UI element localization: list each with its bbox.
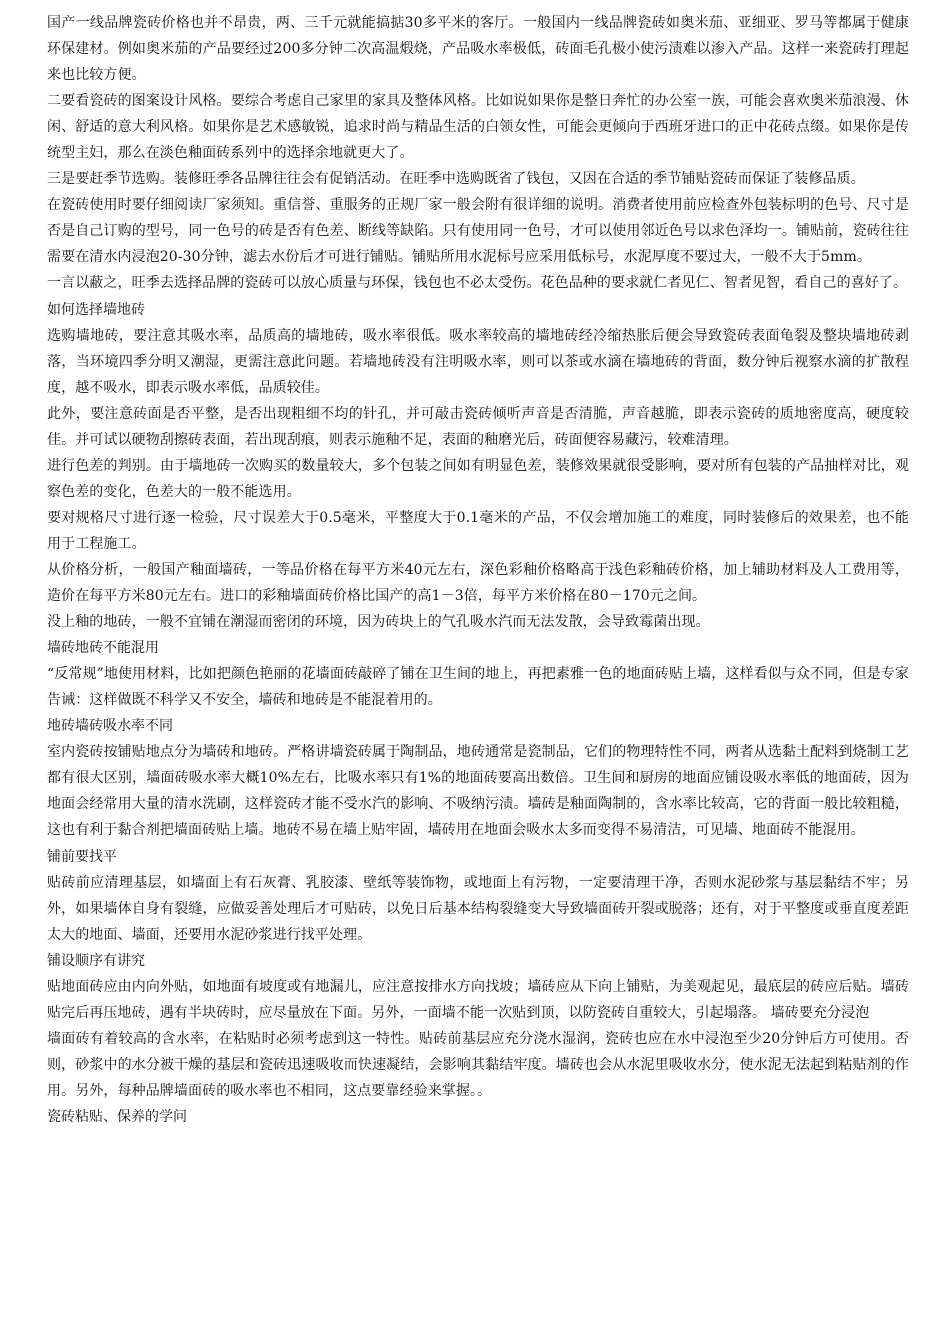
paragraph: 国产一线品牌瓷砖价格也并不昂贵，两、三千元就能搞掂30多平米的客厅。一般国内一线品牌瓷砖如奥米茄、亚细亚、罗马等都属于健康环保建材。例如奥米茄的产品要经过200多分钟二次高温煅烧，产品吸水率极低，砖面毛孔极小使污渍难以渗入产品。这样一来瓷砖打理起来也比较方便。 [47,15,909,84]
document-body [47,10,909,1130]
paragraph: 进行色差的判别。由于墙地砖一次购买的数量较大，多个包装之间如有明显色差，装修效果就很受影响，要对所有包装的产品抽样对比，观察色差的变化，色差大的一般不能选用。 [47,457,909,500]
paragraph: 贴地面砖应由内向外贴，如地面有坡度或有地漏儿，应注意按排水方向找坡；墙砖应从下向上铺贴，为美观起见，最底层的砖应后贴。墙砖贴完后再压地砖，遇有半块砖时，应尽量放在下面。另外，一面墙不能一次贴到顶，以防瓷砖自重较大，引起塌落。 墙砖要充分浸泡 [47,978,909,1021]
paragraph: 三是要赶季节选购。装修旺季各品牌往往会有促销活动。在旺季中选购既省了钱包，又因在合适的季节铺贴瓷砖而保证了装修品质。 [47,171,865,188]
section-heading: 铺前要找平 [47,848,117,865]
paragraph: 在瓷砖使用时要仔细阅读厂家须知。重信誉、重服务的正规厂家一般会附有很详细的说明。消费者使用前应检查外包装标明的色号、尺寸是否是自己订购的型号，同一色号的砖是否有色差、断线等缺陷。只有使用同一色号，才可以使用邻近色号以求色泽均一。铺贴前，瓷砖往往需要在清水内浸泡20-30分钟，滤去水份后才可进行铺贴。铺贴所用水泥标号应采用低标号，水泥厚度不要过大，一般不大于5mm。 [47,197,909,266]
section-heading: 墙砖地砖不能混用 [47,640,159,657]
paragraph: “反常规”地使用材料，比如把颜色艳丽的花墙面砖敲碎了铺在卫生间的地上，再把素雅一色的地面砖贴上墙，这样看似与众不同，但是专家告诫：这样做既不科学又不安全，墙砖和地砖是不能混着用的。 [47,666,909,709]
section-heading: 如何选择墙地砖 [47,301,145,318]
paragraph: 二要看瓷砖的图案设计风格。要综合考虑自己家里的家具及整体风格。比如说如果你是整日奔忙的办公室一族，可能会喜欢奥米茄浪漫、休闲、舒适的意大利风格。如果你是艺术感敏锐，追求时尚与精品生活的白领女性，可能会更倾向于西班牙进口的正中花砖点缀。如果你是传统型主妇，那么在淡色釉面砖系列中的选择余地就更大了。 [47,93,909,162]
paragraph: 选购墙地砖，要注意其吸水率，品质高的墙地砖，吸水率很低。吸水率较高的墙地砖经冷缩热胀后便会导致瓷砖表面龟裂及整块墙地砖剥落，当环境四季分明又潮湿，更需注意此问题。若墙地砖没有注明吸水率，则可以茶或水滴在墙地砖的背面，数分钟后视察水滴的扩散程度，越不吸水，即表示吸水率低，品质较佳。 [47,327,909,396]
paragraph: 贴砖前应清理基层，如墙面上有石灰膏、乳胶漆、壁纸等装饰物，或地面上有污物，一定要清理干净，否则水泥砂浆与基层黏结不牢；另外，如果墙体自身有裂缝，应做妥善处理后才可贴砖，以免日后基本结构裂缝变大导致墙面砖开裂或脱落；还有，对于平整度或垂直度差距太大的地面、墙面，还要用水泥砂浆进行找平处理。 [47,874,909,943]
paragraph: 要对规格尺寸进行逐一检验，尺寸误差大于0.5毫米，平整度大于0.1毫米的产品，不仅会增加施工的难度，同时装修后的效果差，也不能用于工程施工。 [47,509,909,552]
paragraph: 墙面砖有着较高的含水率，在粘贴时必须考虑到这一特性。贴砖前基层应充分浇水湿润，瓷砖也应在水中浸泡至少20分钟后方可使用。否则，砂浆中的水分被干燥的基层和瓷砖迅速吸收而快速凝结，会影响其黏结牢度。墙砖也会从水泥里吸收水分，使水泥无法起到粘贴剂的作用。另外，每种品牌墙面砖的吸水率也不相同，这点要靠经验来掌握。。 [47,1030,909,1099]
paragraph: 一言以蔽之，旺季去选择品牌的瓷砖可以放心质量与环保，钱包也不必太受伤。花色品种的要求就仁者见仁、智者见智，看自己的喜好了。 [47,275,908,292]
paragraph: 室内瓷砖按铺贴地点分为墙砖和地砖。严格讲墙瓷砖属于陶制品，地砖通常是瓷制品，它们的物理特性不同，两者从选黏土配料到烧制工艺都有很大区别，墙面砖吸水率大概10%左右，比吸水率只有1%的地面砖要高出数倍。卫生间和厨房的地面应铺设吸水率低的地面砖，因为地面会经常用大量的清水洗刷，这样瓷砖才能不受水汽的影响、不吸纳污渍。墙砖是釉面陶制的，含水率比较高，它的背面一般比较粗糙，这也有利于黏合剂把墙面砖贴上墙。地砖不易在墙上贴牢固，墙砖用在地面会吸水太多而变得不易清洁，可见墙、地面砖不能混用。 [47,744,909,839]
paragraph: 此外，要注意砖面是否平整，是否出现粗细不均的针孔，并可敲击瓷砖倾听声音是否清脆，声音越脆，即表示瓷砖的质地密度高，硬度较佳。并可试以硬物刮擦砖表面，若出现刮痕，则表示施釉不足，表面的釉磨光后，砖面便容易藏污，较难清理。 [47,405,909,448]
section-heading: 瓷砖粘贴、保养的学问 [47,1108,187,1125]
paragraph: 从价格分析，一般国产釉面墙砖，一等品价格在每平方米40元左右，深色彩釉价格略高于浅色彩釉砖价格，加上辅助材料及人工费用等，造价在每平方米80元左右。进口的彩釉墙面砖价格比国产的高1－3倍，每平方米价格在80－170元之间。 [47,561,909,605]
section-heading: 地砖墙砖吸水率不同 [47,718,173,735]
section-heading: 铺设顺序有讲究 [47,952,145,969]
paragraph: 没上釉的地砖，一般不宜铺在潮湿而密闭的环境，因为砖块上的气孔吸水汽而无法发散，会导致霉菌出现。 [47,614,710,631]
